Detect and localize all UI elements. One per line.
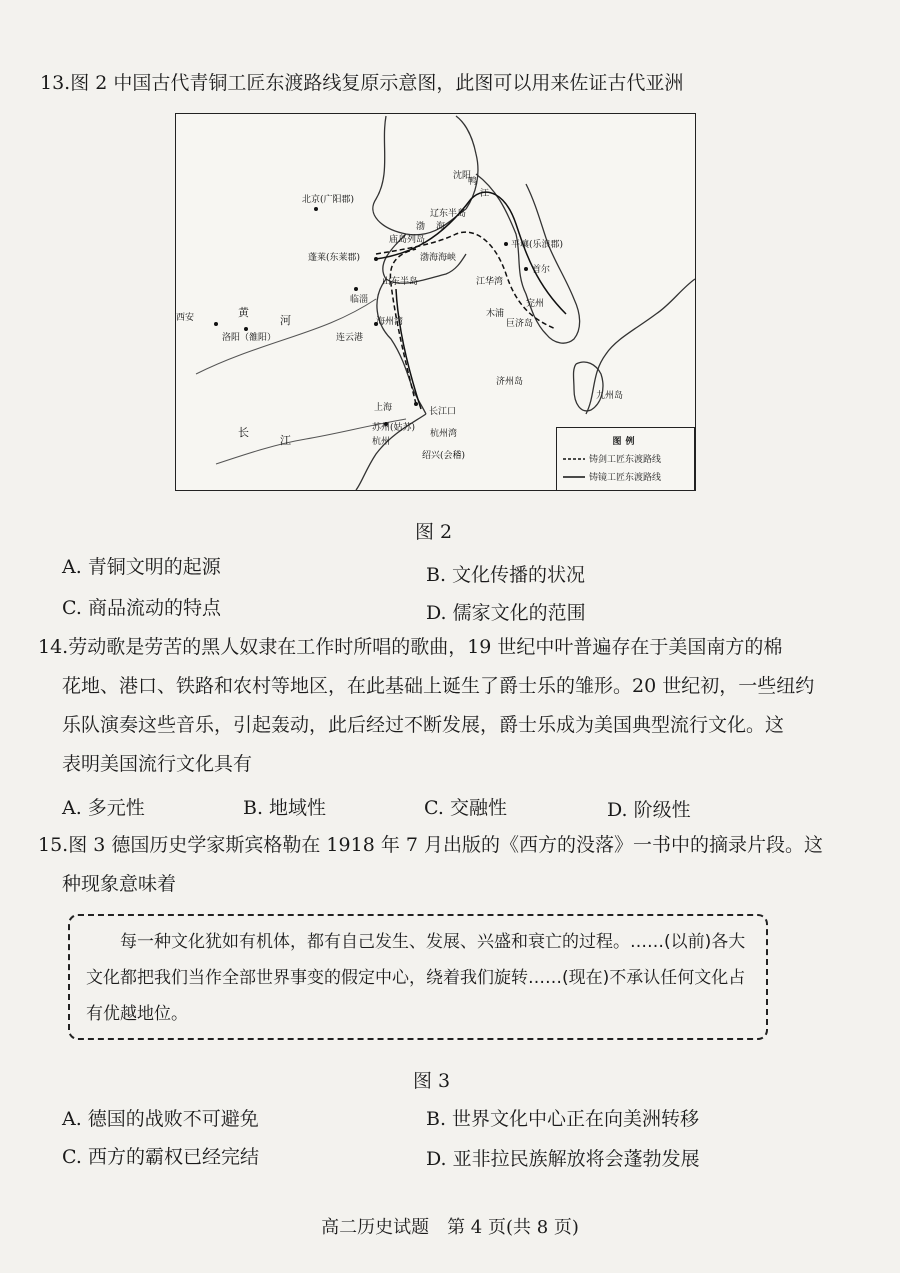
q14-line-3: 乐队演奏这些音乐，引起轰动，此后经过不断发展，爵士乐成为美国典型流行文化。这 [62,714,785,736]
q15-option-c[interactable]: C. 西方的霸权已经完结 [62,1146,259,1168]
map-label-haizhou: 海州湾 [376,317,404,327]
map-label-huang: 黄 [238,306,249,319]
legend-row-sword [563,452,661,465]
q15-option-d[interactable]: D. 亚非拉民族解放将会蓬勃发展 [426,1148,700,1170]
map-label-he: 河 [280,314,291,327]
q13-option-b[interactable]: B. 文化传播的状况 [426,564,586,586]
solid-arrow-icon [563,474,585,480]
figure-3-caption: 图 3 [413,1070,451,1092]
q13-option-d[interactable]: D. 儒家文化的范围 [426,602,586,624]
legend-item-sword: 铸剑工匠东渡路线 [589,455,662,465]
map-label-hangzhouwan: 杭州湾 [430,429,458,439]
map-label-mushan: 木浦 [486,309,505,319]
map-label-luoyang: 洛阳（雒阳） [222,333,277,343]
q14-option-d[interactable]: D. 阶级性 [607,799,691,821]
map-label-jiang: 江 [280,434,291,447]
figure-2-caption: 图 2 [415,521,453,543]
map-label-penglai: 蓬莱(东莱郡) [308,253,361,263]
q13-option-c[interactable]: C. 商品流动的特点 [62,597,221,619]
map-label-bohai-1: 渤 [416,222,426,232]
map-label-miaodao: 庙岛列岛 [389,235,426,245]
map-label-linzi: 临淄 [350,295,369,305]
spengler-quote: 每一种文化犹如有机体，都有自己发生、发展、兴盛和衰亡的过程。……(以前)各大文化都把我们当作全部世界事变的假定中心，绕着我们旋转……(现在)不承认任何文化占有优越地位。 [86,932,746,1024]
q15-option-a[interactable]: A. 德国的战败不可避免 [62,1108,259,1130]
map-label-beijing: 北京(广阳郡) [302,195,355,205]
map-label-changjiangkou: 长江口 [429,407,457,417]
map-label-jeju: 济州岛 [496,377,524,387]
legend-item-mirror: 铸镜工匠东渡路线 [589,473,662,483]
q15-line-1: 15.图 3 德国历史学家斯宾格勒在 1918 年 7 月出版的《西方的没落》一书中的摘录片段。这 [38,834,823,856]
map-label-chang: 长 [238,426,249,439]
map-legend [556,427,695,491]
q14-line-2: 花地、港口、铁路和农村等地区，在此基础上诞生了爵士乐的雏形。20 世纪初，一些纽约 [62,675,815,697]
q15-option-b[interactable]: B. 世界文化中心正在向美洲转移 [426,1108,700,1130]
q13-stem: 13.图 2 中国古代青铜工匠东渡路线复原示意图，此图可以用来佐证古代亚洲 [40,72,684,94]
map-label-shaoxing: 绍兴(会稽) [422,451,466,461]
map-label-suzhou: 苏州(姑苏) [372,423,416,433]
map-label-liaodong: 辽东半岛 [430,209,467,219]
map-label-xian: 西安 [176,313,195,323]
map-label-shouer: 首尔 [532,265,551,275]
map-label-yalu-jiang: 江 [480,189,490,199]
dashed-arrow-icon [563,456,585,462]
q15-stem [38,826,858,904]
quote-box [68,914,768,1040]
map-label-bohai-2: 海 [436,222,446,232]
q13-option-a[interactable]: A. 青铜文明的起源 [62,556,221,578]
legend-title: 图例 [612,437,639,447]
map-label-shandong: 山东半岛 [382,277,419,287]
map-label-hangzhou: 杭州 [372,437,391,447]
q14-option-b[interactable]: B. 地域性 [243,797,327,819]
map-label-shenyang: 沈阳 [453,171,472,181]
q14-line-4: 表明美国流行文化具有 [62,753,253,775]
map-label-shanghai: 上海 [374,403,393,413]
q14-option-a[interactable]: A. 多元性 [62,797,145,819]
q15-line-2: 种现象意味着 [62,873,177,895]
page-footer: 高二历史试题 第 4 页(共 8 页) [321,1217,579,1238]
q14-line-1: 14.劳动歌是劳苦的黑人奴隶在工作时所唱的歌曲，19 世纪中叶普遍存在于美国南方的棉 [38,636,783,658]
map-label-bohai-strait: 渤海海峡 [420,253,457,263]
map-label-pingrang: 平壤(乐浪郡) [511,240,564,250]
map-label-jiuzhou: 九州岛 [596,391,624,401]
q14-stem [38,628,858,784]
map-label-yalu: 鸭 [468,177,478,187]
map-label-jushan: 巨济岛 [506,319,534,329]
map-label-jianghua: 江华湾 [476,277,504,287]
map-label-wanzhou: 完州 [526,299,545,309]
q14-option-c[interactable]: C. 交融性 [424,797,507,819]
legend-row-mirror [563,470,661,483]
route-map [175,113,696,491]
map-label-lianyungang: 连云港 [336,333,364,343]
